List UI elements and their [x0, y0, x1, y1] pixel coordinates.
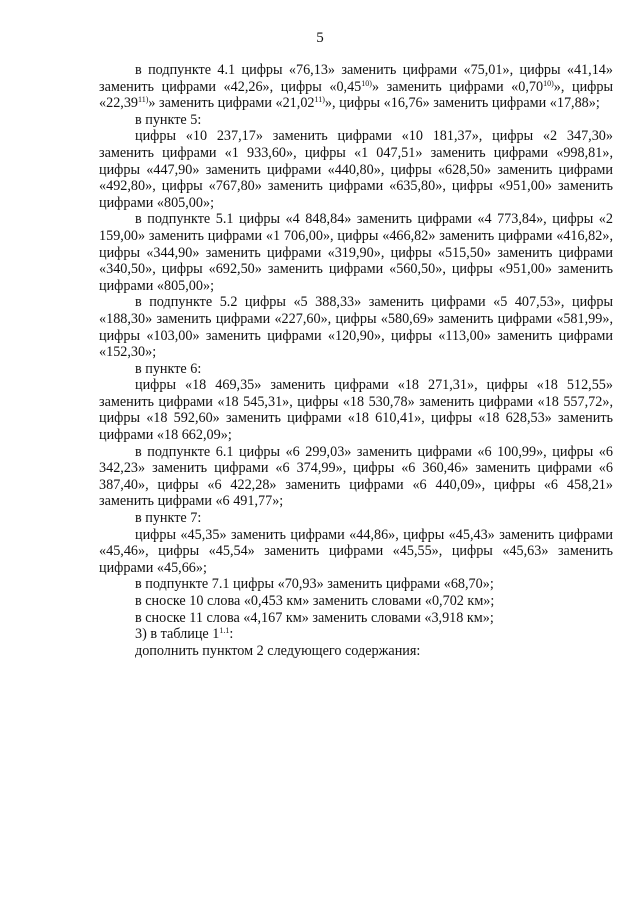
- paragraph-footnote-10: в сноске 10 слова «0,453 км» заменить словами «0,702 км»;: [135, 593, 495, 609]
- paragraph-subitem-6-1: в подпункте 6.1 цифры «6 299,03» заменить цифрами «6 100,99», цифры «6 342,23» заменить цифрами «6 374,99», цифры «6 360,46» заменить цифрами «6 387,40», цифры «6 422,28» заменить цифрами «6 440,09», цифры «6 458,21» заменить цифрами «6 491,77»;: [99, 443, 613, 510]
- paragraph-subitem-5-1: в подпункте 5.1 цифры «4 848,84» заменить цифрами «4 773,84», цифры «2 159,00» заменить цифрами «1 706,00», цифры «466,82» заменить цифрами «416,82», цифры «344,90» заменить цифрами «319,90», цифры «515,50» заменить цифрами «340,50», цифры «692,50» заменить цифрами «560,50», цифры «951,00» заменить цифрами «805,00»;: [99, 211, 613, 294]
- paragraph-item-7: цифры «45,35» заменить цифрами «44,86», цифры «45,43» заменить цифрами «45,46», цифры «45,54» заменить цифрами «45,55», цифры «45,63» заменить цифрами «45,66»;: [99, 526, 613, 576]
- paragraph-item-7-heading: в пункте 7:: [135, 510, 202, 527]
- paragraph-item-5-heading: в пункте 5:: [135, 111, 202, 128]
- page-number: 5: [316, 30, 324, 46]
- paragraph-footnote-11: в сноске 11 слова «4,167 км» заменить словами «3,918 км»;: [135, 609, 494, 626]
- paragraph-item-6-heading: в пункте 6:: [135, 360, 202, 377]
- paragraph-subitem-5-2: в подпункте 5.2 цифры «5 388,33» заменить цифрами «5 407,53», цифры «188,30» заменить цифрами «227,60», цифры «580,69» заменить цифрами «581,99», цифры «103,00» заменить цифрами «120,90», цифры «113,00» заменить цифрами «152,30»;: [99, 294, 613, 361]
- paragraph-subitem-4-1: в подпункте 4.1 цифры «76,13» заменить цифрами «75,01», цифры «41,14» заменить цифрами «42,26», цифры «0,45$^{10)}$» заменить цифрами «0,70$^{10)}$», цифры «22,39$^{11)}$» заменить цифрами «21,02$^{11)}$», цифры «16,76» заменить цифрами «17,88»;: [99, 62, 613, 112]
- paragraph-subitem-7-1: в подпункте 7.1 цифры «70,93» заменить цифрами «68,70»;: [135, 576, 494, 593]
- paragraph-add-item-2: дополнить пунктом 2 следующего содержания:: [135, 642, 421, 659]
- document-body: [99, 62, 613, 659]
- paragraph-table-1-1: 3) в таблице $1^{1.1}$:: [135, 626, 234, 643]
- paragraph-item-6: цифры «18 469,35» заменить цифрами «18 271,31», цифры «18 512,55» заменить цифрами «18 545,31», цифры «18 530,78» заменить цифрами «18 557,72», цифры «18 592,60» заменить цифрами «18 610,41», цифры «18 628,53» заменить цифрами «18 662,09»;: [99, 377, 613, 444]
- paragraph-item-5: цифры «10 237,17» заменить цифрами «10 181,37», цифры «2 347,30» заменить цифрами «1 933,60», цифры «1 047,51» заменить цифрами «998,81», цифры «447,90» заменить цифрами «440,80», цифры «628,50» заменить цифрами «492,80», цифры «767,80» заменить цифрами «635,80», цифры «951,00» заменить цифрами «805,00»;: [99, 128, 613, 211]
